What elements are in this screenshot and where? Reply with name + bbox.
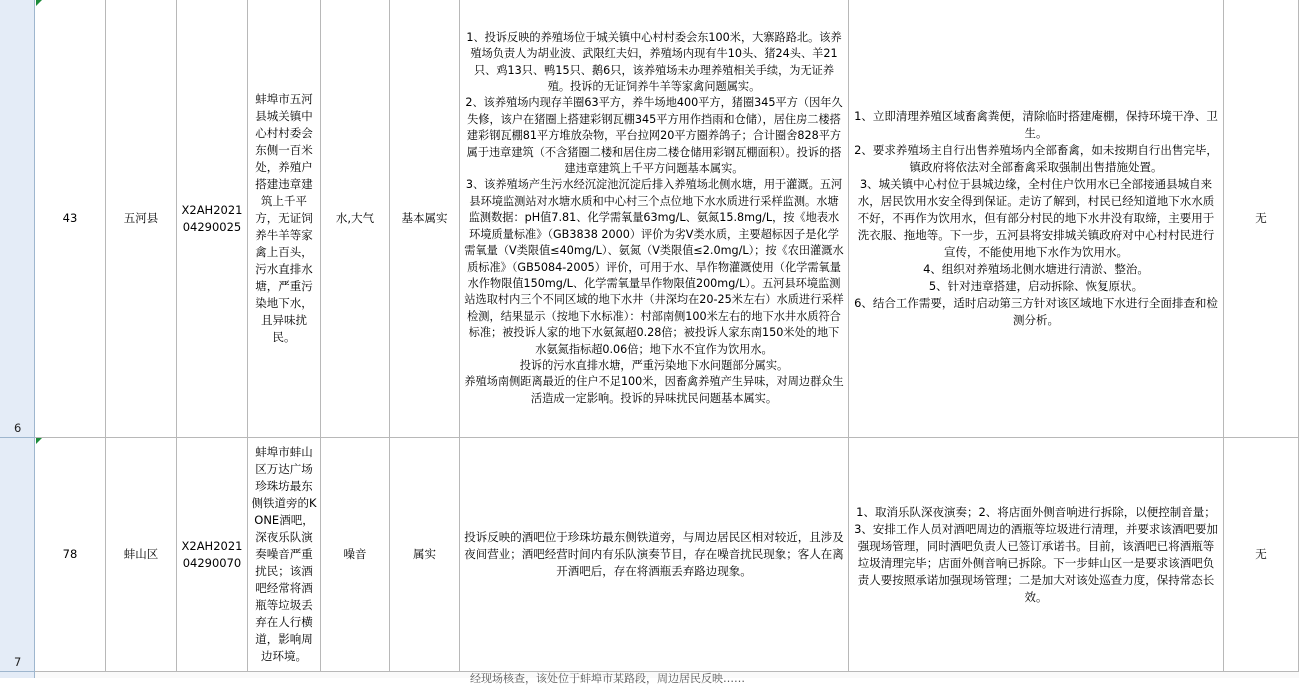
seq-value: 43 — [62, 211, 78, 225]
cell-county[interactable] — [106, 0, 177, 438]
complaint-text: 蚌埠市蚌山区万达广场珍珠坊最东侧铁道旁的KONE酒吧，深夜乐队演奏噪音严重扰民；该酒吧经常将酒瓶等垃圾丢弃在人行横道，影响周边环境。 — [251, 445, 317, 663]
county-value: 蚌山区 — [123, 547, 159, 561]
cell-complaint[interactable] — [248, 438, 321, 672]
verdict-value: 属实 — [413, 547, 436, 561]
cell-complaint[interactable] — [248, 0, 321, 438]
cell-code[interactable] — [177, 438, 248, 672]
cell-verdict[interactable] — [390, 0, 460, 438]
investigation-text: 投诉反映的酒吧位于珍珠坊最东侧铁道旁，与周边居民区相对较近，且涉及夜间营业；酒吧经营时间内有乐队演奏节目，存在噪音扰民现象；客人在离开酒吧后，存在将酒瓶丢弃路边现象。 — [464, 530, 844, 578]
row-header-next[interactable] — [0, 672, 35, 678]
cell-investigation[interactable] — [460, 438, 849, 672]
cell-type[interactable] — [321, 0, 390, 438]
cell-accountability[interactable] — [1224, 438, 1299, 672]
next-row-partial-text: 经现场核查，该处位于蚌埠市某路段，周边居民反映…… — [470, 672, 745, 685]
cell-seq[interactable] — [35, 438, 106, 672]
measures-text: 1、立即清理养殖区域畜禽粪便，清除临时搭建庵棚，保持环境干净、卫生。 2、要求养殖场主自行出售养殖场内全部畜禽，如未按期自行出售完毕，镇政府将依法对全部畜禽采取强制出售措施处置。 3、城关镇中心村位于县城边缘，全村住户饮用水已全部接通县城自来水，居民饮用水安全得到保证。走访了解到，村民已经知道地下水水质不好，不再作为饮用水，但有部分村民的地下水井没有取缔，主要用于洗衣服、拖地等。下一步，五河县将安排城关镇政府对中心村村民进行宣传，不能使用地下水作为饮用水。 4、组织对养殖场北侧水塘进行清淤、整治。 5、针对违章搭建，启动拆除、恢复原状。 6、结合工作需要，适时启动第三方针对该区域地下水进行全面排查和检测分析。 — [854, 109, 1218, 327]
cell-county[interactable] — [106, 438, 177, 672]
complaint-text: 蚌埠市五河县城关镇中心村村委会东侧一百米处，养殖户搭建违章建筑上千平方，无证饲养牛羊等家禽上百头，污水直排水塘，严重污染地下水，且异味扰民。 — [255, 92, 313, 344]
measures-text: 1、取消乐队深夜演奏；2、将店面外侧音响进行拆除，以便控制音量；3、安排工作人员对酒吧周边的酒瓶等垃圾进行清理，并要求该酒吧要加强现场管理，同时酒吧负责人已签订承诺书。目前，该酒吧已将酒瓶等垃圾清理完毕；店面外侧音响已拆除。下一步蚌山区一是要求该酒吧负责人要按照承诺加强现场管理；二是加大对该处巡查力度，保持常态长效。 — [854, 504, 1218, 604]
verdict-value: 基本属实 — [401, 211, 448, 225]
accountability-value: 无 — [1255, 547, 1267, 561]
cell-measures[interactable] — [849, 438, 1224, 672]
code-value: X2AH2021 04290025 — [181, 202, 243, 234]
type-value: 水,大气 — [335, 211, 375, 225]
row-number: 7 — [14, 655, 22, 669]
code-value: X2AH2021 04290070 — [181, 538, 243, 570]
cell-investigation[interactable] — [460, 0, 849, 438]
cell-accountability[interactable] — [1224, 0, 1299, 438]
type-value: 噪音 — [343, 547, 367, 561]
row-header-6[interactable] — [0, 0, 35, 438]
cell-type[interactable] — [321, 438, 390, 672]
cell-code[interactable] — [177, 0, 248, 438]
seq-value: 78 — [62, 547, 78, 561]
row-number: 6 — [14, 421, 22, 435]
investigation-text: 1、投诉反映的养殖场位于城关镇中心村村委会东100米，大寨路路北。该养殖场负责人为胡业波、武限红夫妇，养殖场内现有牛10头、猪24头、羊21只、鸡13只、鸭15只、鹅6只，该养殖场未办理养殖相关手续，为无证养殖。投诉的无证饲养牛羊等家禽问题属实。 2、该养殖场内现存羊圈63平方，养牛场地400平方，猪圈345平方（因年久失修，该户在猪圈上搭建彩钢瓦棚345平方用作挡雨和仓储），居住房二楼搭建彩钢瓦棚81平方堆放杂物，平台拉网20平方圈养鸽子；合计圈舍828平方属于违章建筑（不含猪圈二楼和居住房二楼仓储用彩钢瓦棚面积）。投诉的搭建违章建筑上千平方问题基本属实。 3、该养殖场产生污水经沉淀池沉淀后排入养殖场北侧水塘，用于灌溉。五河县环境监测站对水塘水质和中心村三个点位地下水水质进行采样监测。水塘监测数据：pH值7.81、化学需氧量63mg/L、氨氮15.8mg/L，按《地表水环境质量标准》（GB3838 2000）评价为劣Ⅴ类水质，主要超标因子是化学需氧量（Ⅴ类限值≤40mg/L）、氨氮（Ⅴ类限值≤2.0mg/L）；按《农田灌溉水质标准》（GB5084-2005）评价，可用于水、旱作物灌溉使用（化学需氧量水作物限值150mg/L、化学需氧量旱作物限值200mg/L）。五河县环境监测站选取村内三个不同区域的地下水井（井深均在20-25米左右）水质进行采样检测，结果显示（按地下水标准）：村部南侧100米左右的地下水井水质符合标准；被投诉人家的地下水氨氮超0.28倍；被投诉人家东南150米处的地下水氨氮指标超0.06倍；地下水不宜作为饮用水。 投诉的污水直排水塘，严重污染地下水问题部分属实。 养殖场南侧距离最近的住户不足100米，因畜禽养殖产生异味，对周边群众生活造成一定影响。投诉的异味扰民问题基本属实。 — [464, 30, 844, 405]
accountability-value: 无 — [1255, 211, 1267, 225]
cell-measures[interactable] — [849, 0, 1224, 438]
county-value: 五河县 — [123, 211, 159, 225]
cell-verdict[interactable] — [390, 438, 460, 672]
cell-seq[interactable] — [35, 0, 106, 438]
row-header-7[interactable] — [0, 438, 35, 672]
